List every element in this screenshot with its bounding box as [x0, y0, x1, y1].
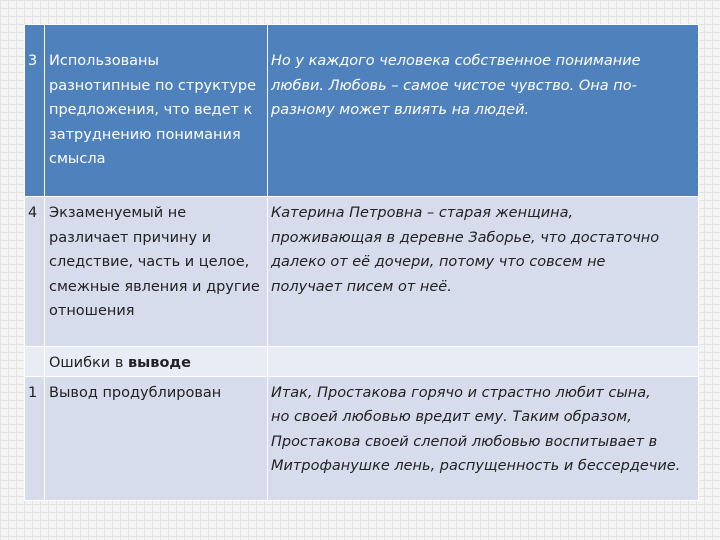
error-criterion: Вывод продублирован: [45, 376, 268, 500]
errors-table: [24, 24, 699, 501]
table-row: [25, 25, 699, 197]
error-criterion: Использованы разнотипные по структуре предложения, что ведет к затруднению понимания смысла: [45, 25, 268, 197]
section-label: [45, 347, 268, 377]
row-number: 1: [25, 376, 45, 500]
section-label-strong: выводе: [128, 355, 191, 371]
section-header-row: [25, 347, 699, 377]
section-label-prefix: Ошибки в: [49, 355, 128, 371]
table-row: [25, 376, 699, 500]
row-number: 4: [25, 197, 45, 347]
empty-cell: [268, 347, 699, 377]
error-example: Но у каждого человека собственное понимание любви. Любовь – самое чистое чувство. Она по- разному может влиять на людей.: [268, 25, 699, 197]
error-example: Итак, Простакова горячо и страстно любит сына, но своей любовью вредит ему. Таким образом, Простакова своей слепой любовью воспитывает в Митрофанушке лень, распущенность и бессердечие.: [268, 376, 699, 500]
error-example: Катерина Петровна – старая женщина, проживающая в деревне Заборье, что достаточно далеко от её дочери, потому что совсем не получает писем от неё.: [268, 197, 699, 347]
empty-cell: [25, 347, 45, 377]
error-criterion: Экзаменуемый не различает причину и следствие, часть и целое, смежные явления и другие отношения: [45, 197, 268, 347]
table-row: [25, 197, 699, 347]
row-number: 3: [25, 25, 45, 197]
